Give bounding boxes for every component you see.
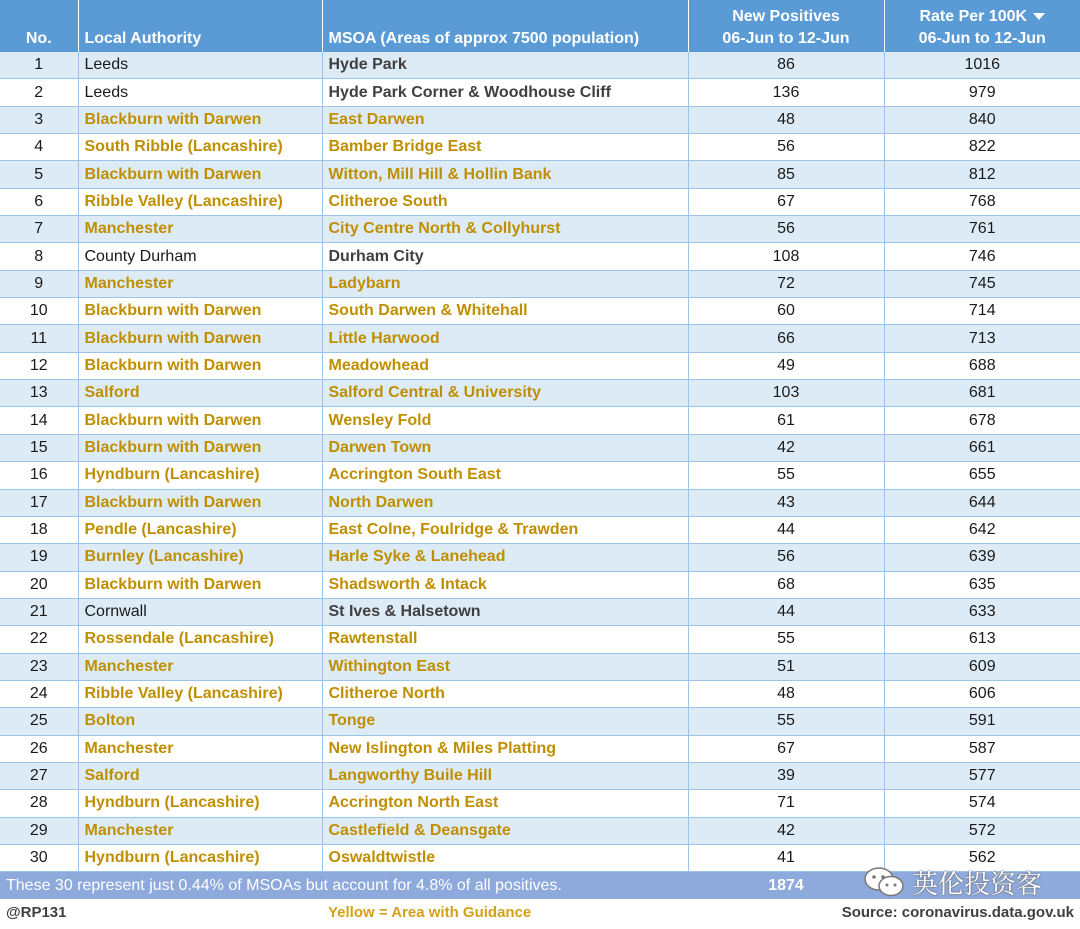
row-rate: 688 [884, 352, 1080, 379]
row-no: 12 [0, 352, 78, 379]
row-no: 6 [0, 188, 78, 215]
row-rate: 661 [884, 434, 1080, 461]
row-msoa: Little Harwood [322, 325, 688, 352]
row-authority: Rossendale (Lancashire) [78, 626, 322, 653]
table-row [0, 434, 1080, 461]
row-positives: 67 [688, 735, 884, 762]
row-msoa: New Islington & Miles Platting [322, 735, 688, 762]
row-no: 10 [0, 298, 78, 325]
watermark-text: 英伦投资客 [912, 869, 1043, 900]
row-rate: 713 [884, 325, 1080, 352]
header-no-spacer [0, 0, 78, 26]
row-no: 2 [0, 79, 78, 106]
header-rate-label: Rate Per 100K [919, 8, 1028, 25]
row-rate: 635 [884, 571, 1080, 598]
row-msoa: Meadowhead [322, 352, 688, 379]
row-no: 21 [0, 598, 78, 625]
row-msoa: Hyde Park [322, 52, 688, 79]
table-row [0, 626, 1080, 653]
total-positives: 1874 [688, 872, 884, 900]
row-msoa: Accrington North East [322, 790, 688, 817]
row-positives: 48 [688, 106, 884, 133]
row-authority: Hyndburn (Lancashire) [78, 462, 322, 489]
table-row [0, 407, 1080, 434]
row-msoa: Durham City [322, 243, 688, 270]
row-rate: 609 [884, 653, 1080, 680]
row-msoa: Hyde Park Corner & Woodhouse Cliff [322, 79, 688, 106]
table-row [0, 735, 1080, 762]
row-positives: 55 [688, 708, 884, 735]
row-msoa: Castlefield & Deansgate [322, 817, 688, 844]
footer-legend: Yellow = Area with Guidance [322, 899, 688, 926]
row-msoa: South Darwen & Whitehall [322, 298, 688, 325]
row-msoa: Oswaldtwistle [322, 844, 688, 871]
table-row [0, 598, 1080, 625]
header-rate-period: 06-Jun to 12-Jun [884, 26, 1080, 52]
row-rate: 655 [884, 462, 1080, 489]
table-row [0, 270, 1080, 297]
table-row [0, 544, 1080, 571]
row-authority: Cornwall [78, 598, 322, 625]
row-no: 23 [0, 653, 78, 680]
row-rate: 745 [884, 270, 1080, 297]
row-positives: 85 [688, 161, 884, 188]
table-row [0, 325, 1080, 352]
row-no: 16 [0, 462, 78, 489]
row-authority: County Durham [78, 243, 322, 270]
row-rate: 768 [884, 188, 1080, 215]
row-no: 30 [0, 844, 78, 871]
row-authority: Leeds [78, 79, 322, 106]
row-rate: 678 [884, 407, 1080, 434]
table-row [0, 790, 1080, 817]
header-positives-top: New Positives [688, 0, 884, 26]
row-positives: 56 [688, 544, 884, 571]
footer-source: Source: coronavirus.data.gov.uk [688, 899, 1080, 926]
row-authority: Blackburn with Darwen [78, 352, 322, 379]
row-positives: 48 [688, 680, 884, 707]
row-no: 8 [0, 243, 78, 270]
row-authority: Manchester [78, 817, 322, 844]
row-no: 22 [0, 626, 78, 653]
header-authority-spacer [78, 0, 322, 26]
row-positives: 67 [688, 188, 884, 215]
table-row [0, 762, 1080, 789]
row-rate: 591 [884, 708, 1080, 735]
row-no: 4 [0, 134, 78, 161]
row-rate: 644 [884, 489, 1080, 516]
row-authority: Salford [78, 762, 322, 789]
row-no: 9 [0, 270, 78, 297]
row-msoa: City Centre North & Collyhurst [322, 216, 688, 243]
row-rate: 761 [884, 216, 1080, 243]
row-positives: 68 [688, 571, 884, 598]
header-authority: Local Authority [78, 26, 322, 52]
row-no: 27 [0, 762, 78, 789]
row-authority: Blackburn with Darwen [78, 161, 322, 188]
row-msoa: Langworthy Buile Hill [322, 762, 688, 789]
header-row-bottom [0, 26, 1080, 52]
row-rate: 606 [884, 680, 1080, 707]
row-msoa: Darwen Town [322, 434, 688, 461]
row-authority: Blackburn with Darwen [78, 571, 322, 598]
row-positives: 41 [688, 844, 884, 871]
row-rate: 681 [884, 380, 1080, 407]
row-msoa: Clitheroe North [322, 680, 688, 707]
table-row [0, 380, 1080, 407]
row-rate: 642 [884, 516, 1080, 543]
row-positives: 44 [688, 598, 884, 625]
row-msoa: Rawtenstall [322, 626, 688, 653]
row-rate: 562 [884, 844, 1080, 871]
row-authority: Ribble Valley (Lancashire) [78, 680, 322, 707]
row-positives: 44 [688, 516, 884, 543]
row-no: 7 [0, 216, 78, 243]
row-no: 1 [0, 52, 78, 79]
row-positives: 49 [688, 352, 884, 379]
header-msoa-spacer [322, 0, 688, 26]
row-authority: Blackburn with Darwen [78, 407, 322, 434]
table-row [0, 708, 1080, 735]
row-positives: 86 [688, 52, 884, 79]
row-no: 19 [0, 544, 78, 571]
row-msoa: East Colne, Foulridge & Trawden [322, 516, 688, 543]
row-no: 3 [0, 106, 78, 133]
row-authority: Manchester [78, 216, 322, 243]
table-row [0, 79, 1080, 106]
row-authority: Ribble Valley (Lancashire) [78, 188, 322, 215]
sort-down-arrow-icon[interactable] [1033, 13, 1045, 20]
row-authority: Leeds [78, 52, 322, 79]
row-no: 17 [0, 489, 78, 516]
table-row [0, 653, 1080, 680]
row-authority: Blackburn with Darwen [78, 325, 322, 352]
table-row [0, 516, 1080, 543]
row-msoa: Withington East [322, 653, 688, 680]
table-row [0, 680, 1080, 707]
row-rate: 572 [884, 817, 1080, 844]
row-msoa: Salford Central & University [322, 380, 688, 407]
row-no: 11 [0, 325, 78, 352]
row-authority: Blackburn with Darwen [78, 106, 322, 133]
row-authority: Manchester [78, 270, 322, 297]
table-row [0, 352, 1080, 379]
row-msoa: Shadsworth & Intack [322, 571, 688, 598]
row-no: 24 [0, 680, 78, 707]
row-no: 25 [0, 708, 78, 735]
row-authority: Blackburn with Darwen [78, 434, 322, 461]
row-positives: 60 [688, 298, 884, 325]
row-no: 20 [0, 571, 78, 598]
row-rate: 714 [884, 298, 1080, 325]
row-positives: 43 [688, 489, 884, 516]
row-no: 14 [0, 407, 78, 434]
row-positives: 66 [688, 325, 884, 352]
row-msoa: Wensley Fold [322, 407, 688, 434]
header-rate-top[interactable] [884, 0, 1080, 26]
table-body [0, 52, 1080, 872]
row-rate: 639 [884, 544, 1080, 571]
footer-row [0, 899, 1080, 926]
row-positives: 61 [688, 407, 884, 434]
row-authority: Blackburn with Darwen [78, 298, 322, 325]
row-no: 18 [0, 516, 78, 543]
row-rate: 812 [884, 161, 1080, 188]
row-positives: 103 [688, 380, 884, 407]
row-positives: 71 [688, 790, 884, 817]
row-rate: 840 [884, 106, 1080, 133]
row-authority: Burnley (Lancashire) [78, 544, 322, 571]
row-no: 29 [0, 817, 78, 844]
row-authority: Pendle (Lancashire) [78, 516, 322, 543]
row-positives: 51 [688, 653, 884, 680]
row-positives: 42 [688, 434, 884, 461]
total-note: These 30 represent just 0.44% of MSOAs but account for 4.8% of all positives. [0, 872, 688, 900]
row-positives: 136 [688, 79, 884, 106]
row-no: 5 [0, 161, 78, 188]
table-row [0, 462, 1080, 489]
header-row-top [0, 0, 1080, 26]
row-positives: 56 [688, 134, 884, 161]
row-positives: 72 [688, 270, 884, 297]
row-positives: 56 [688, 216, 884, 243]
row-rate: 746 [884, 243, 1080, 270]
row-rate: 587 [884, 735, 1080, 762]
table-row [0, 298, 1080, 325]
row-no: 15 [0, 434, 78, 461]
table-row [0, 489, 1080, 516]
watermark [862, 864, 1062, 900]
row-msoa: Accrington South East [322, 462, 688, 489]
row-msoa: Bamber Bridge East [322, 134, 688, 161]
table-row [0, 243, 1080, 270]
table-row [0, 161, 1080, 188]
row-no: 26 [0, 735, 78, 762]
row-authority: Manchester [78, 653, 322, 680]
row-msoa: Witton, Mill Hill & Hollin Bank [322, 161, 688, 188]
row-msoa: Tonge [322, 708, 688, 735]
table-row [0, 216, 1080, 243]
table-row [0, 106, 1080, 133]
row-authority: Hyndburn (Lancashire) [78, 790, 322, 817]
row-rate: 613 [884, 626, 1080, 653]
row-rate: 633 [884, 598, 1080, 625]
row-authority: Blackburn with Darwen [78, 489, 322, 516]
row-msoa: North Darwen [322, 489, 688, 516]
header-no: No. [0, 26, 78, 52]
row-msoa: Ladybarn [322, 270, 688, 297]
row-positives: 55 [688, 626, 884, 653]
row-rate: 822 [884, 134, 1080, 161]
row-positives: 108 [688, 243, 884, 270]
table-row [0, 817, 1080, 844]
row-rate: 979 [884, 79, 1080, 106]
table-row [0, 188, 1080, 215]
row-msoa: St Ives & Halsetown [322, 598, 688, 625]
row-rate: 574 [884, 790, 1080, 817]
row-authority: Bolton [78, 708, 322, 735]
header-positives-period: 06-Jun to 12-Jun [688, 26, 884, 52]
table-row [0, 571, 1080, 598]
row-rate: 1016 [884, 52, 1080, 79]
header-msoa: MSOA (Areas of approx 7500 population) [322, 26, 688, 52]
row-authority: South Ribble (Lancashire) [78, 134, 322, 161]
row-positives: 42 [688, 817, 884, 844]
row-authority: Manchester [78, 735, 322, 762]
row-msoa: Harle Syke & Lanehead [322, 544, 688, 571]
row-positives: 39 [688, 762, 884, 789]
row-authority: Hyndburn (Lancashire) [78, 844, 322, 871]
table-row [0, 134, 1080, 161]
row-msoa: East Darwen [322, 106, 688, 133]
row-authority: Salford [78, 380, 322, 407]
row-rate: 577 [884, 762, 1080, 789]
footer-handle: @RP131 [0, 899, 322, 926]
row-no: 13 [0, 380, 78, 407]
table-row [0, 52, 1080, 79]
row-positives: 55 [688, 462, 884, 489]
row-no: 28 [0, 790, 78, 817]
wechat-logo-icon [862, 865, 906, 899]
row-msoa: Clitheroe South [322, 188, 688, 215]
